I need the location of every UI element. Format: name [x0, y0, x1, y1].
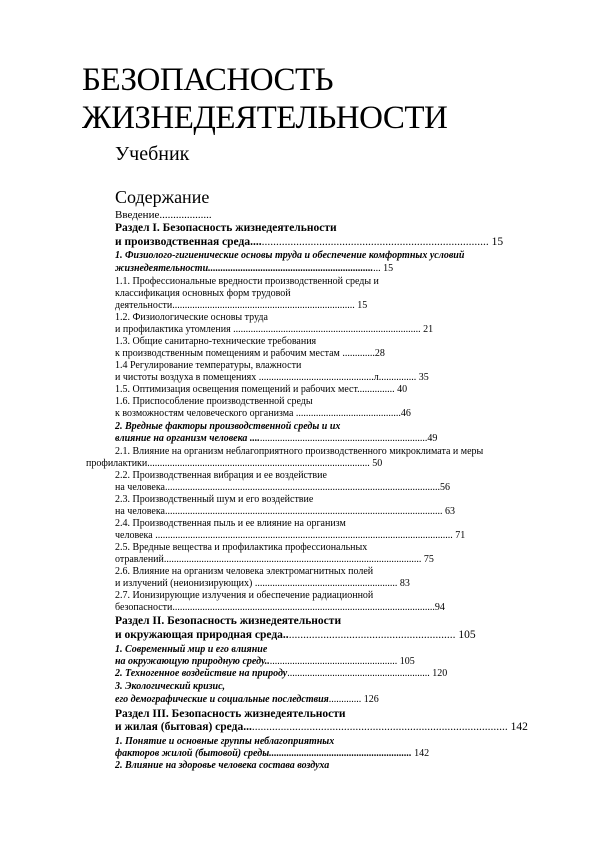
page-number: 50 — [372, 458, 383, 469]
book-title-line-2: ЖИЗНЕДЕЯТЕЛЬНОСТИ — [82, 100, 448, 136]
page-number: 105 — [399, 656, 415, 667]
toc-entry-2-2-line-2: на человека..............................................................................................................56 — [115, 482, 450, 493]
toc-chapter-3-1: 1. Понятие и основные группы неблагоприятных — [115, 736, 335, 747]
toc-chapter-2: 2. Вредные факторы производственной среды и их — [115, 421, 341, 432]
page-number: 105 — [458, 629, 476, 641]
page-number: ... 15 — [373, 263, 394, 274]
toc-chapter-2-2: 2. Техногенное воздействие на природу......................................................... 120 — [115, 668, 448, 679]
toc-entry-2-7: 2.7. Ионизирующие излучения и обеспечение радиационной — [115, 590, 374, 601]
toc-chapter-2-3: 3. Экологический кризис, — [115, 681, 226, 692]
page-number: 83 — [399, 578, 410, 589]
book-subtitle: Учебник — [115, 143, 190, 165]
toc-entry-1-1-line-3: деятельности......................................................................... 15 — [115, 300, 368, 311]
toc-entry-2-3-line-2: на человека............................................................................................................... 63 — [115, 506, 455, 517]
page-number: 120 — [432, 668, 448, 679]
book-title-line-1: БЕЗОПАСНОСТЬ — [82, 62, 334, 98]
page-number: 71 — [455, 530, 466, 541]
page-number: 35 — [418, 372, 429, 383]
toc-entry-2-1: 2.1. Влияние на организм неблагоприятного производственного микроклимата и меры — [115, 446, 484, 457]
toc-chapter-3-2: 2. Влияние на здоровье человека состава воздуха — [115, 760, 330, 771]
toc-entry-2-6-line-2: и излучений (неионизирующих) ......................................................... 83 — [115, 578, 410, 589]
toc-entry-1-4-line-2: и чистоты воздуха в помещениях ..............................................л............... 35 — [115, 372, 429, 383]
toc-section-2-title: Раздел II. Безопасность жизнедеятельности — [115, 615, 342, 627]
toc-entry-1-2: 1.2. Физиологические основы труда — [115, 312, 268, 323]
toc-entry-1-2-line-2: и профилактика утомления ........................................................................... 21 — [115, 324, 434, 335]
page-number: 126 — [363, 694, 379, 705]
toc-entry-1-1-line-2: классификация основных форм трудовой — [115, 288, 291, 299]
toc-entry-2-4-line-2: человека ....................................................................................................................... 71 — [115, 530, 466, 541]
toc-chapter-2-1: 1. Современный мир и его влияние — [115, 644, 268, 655]
toc-entry-2-1-line-2: профилактики......................................................................................... 50 — [86, 458, 383, 469]
page-number: 142 — [414, 748, 430, 759]
toc-chapter-2-3-end: его демографические и социальные последствия............. 126 — [115, 694, 379, 705]
toc-entry-2-5-line-2: отравлений....................................................................................................... 75 — [115, 554, 434, 565]
page-number: 15 — [491, 236, 504, 248]
toc-entry-1-1: 1.1. Профессиональные вредности производственной среды и — [115, 276, 379, 287]
toc-entry-2-5: 2.5. Вредные вещества и профилактика профессиональных — [115, 542, 368, 553]
toc-entry-2-7-line-2: безопасности.........................................................................................................94 — [115, 602, 445, 613]
page-number: 75 — [423, 554, 434, 565]
toc-entry-intro: Введение................... — [115, 209, 212, 221]
toc-entry-2-4: 2.4. Производственная пыль и ее влияние на организм — [115, 518, 346, 529]
page-number: 142 — [510, 721, 528, 733]
toc-section-2-title-end: и окружающая природная среда............................................................ 105 — [115, 629, 476, 641]
toc-entry-1-3-line-2: к производственным помещениям и рабочим местам .............28 — [115, 348, 385, 359]
toc-section-1-title-end: и производственная среда................................................................................... 15 — [115, 236, 504, 248]
page-number: 15 — [357, 300, 368, 311]
toc-section-1-title: Раздел I. Безопасность жизнедеятельности — [115, 222, 337, 234]
contents-heading: Содержание — [115, 187, 210, 207]
toc-entry-2-2: 2.2. Производственная вибрация и ее воздействие — [115, 470, 327, 481]
toc-entry-1-6: 1.6. Приспособление производственной среды — [115, 396, 313, 407]
toc-section-3-title-end: и жилая (бытовая) среда............................................................................................ 142 — [115, 721, 528, 733]
toc-chapter-1-end: жизнедеятельности..................................................................... 15 — [115, 263, 394, 274]
toc-entry-1-5: 1.5. Оптимизация освещения помещений и рабочих мест............... 40 — [115, 384, 408, 395]
toc-chapter-2-end: влияние на организм человека .......................................................................49 — [115, 433, 438, 444]
toc-section-3-title: Раздел III. Безопасность жизнедеятельности — [115, 708, 346, 720]
toc-entry-1-3: 1.3. Общие санитарно-технические требования — [115, 336, 317, 347]
page-number: 21 — [423, 324, 434, 335]
toc-entry-1-4: 1.4 Регулирование температуры, влажности — [115, 360, 302, 371]
toc-chapter-2-1-end: на окружающую природную среду..................................................... 105 — [115, 656, 415, 667]
page-number: 63 — [445, 506, 455, 517]
toc-chapter-1: 1. Физиолого-гигиенические основы труда и обеспечение комфортных условий — [115, 250, 465, 261]
toc-chapter-3-1-end: факторов жилой (бытовой) среды......................................................... 142 — [115, 748, 430, 759]
toc-entry-2-6: 2.6. Влияние на организм человека электромагнитных полей — [115, 566, 374, 577]
toc-entry-2-3: 2.3. Производственный шум и его воздействие — [115, 494, 314, 505]
toc-entry-1-6-line-2: к возможностям человеческого организма ..........................................46 — [115, 408, 411, 419]
